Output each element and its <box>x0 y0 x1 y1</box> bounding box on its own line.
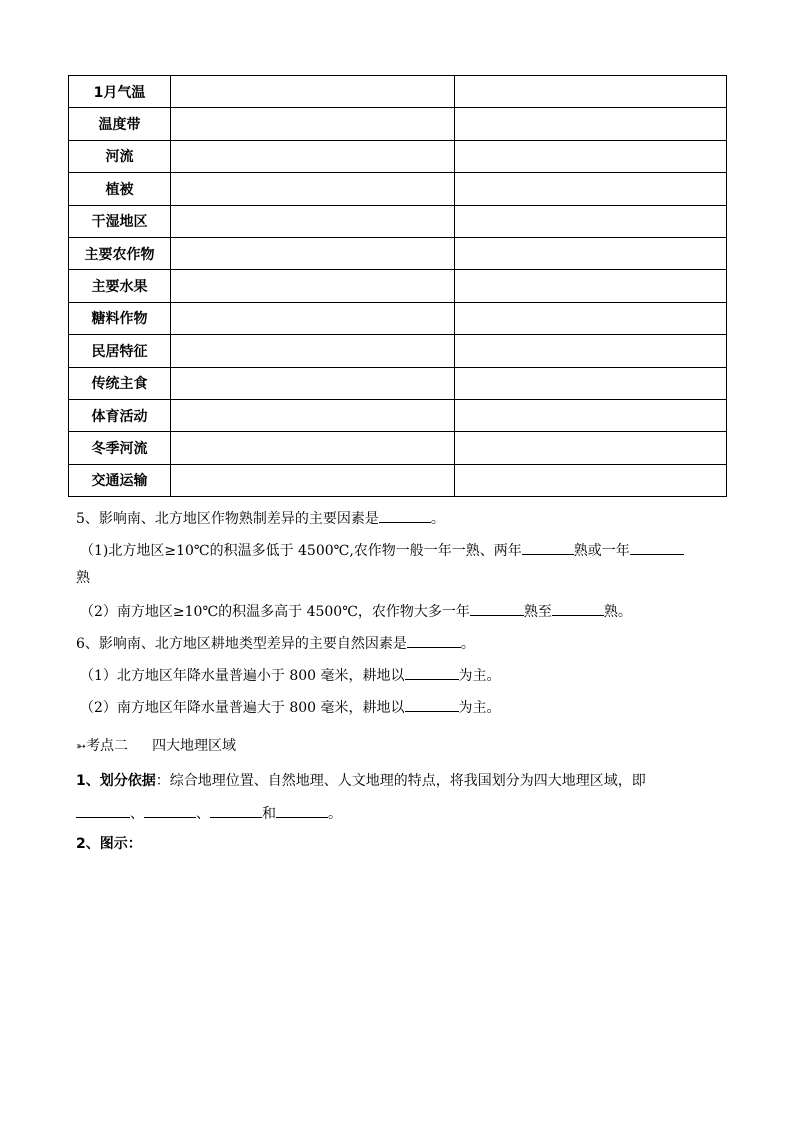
q6-p1-blank[interactable] <box>405 665 459 680</box>
row-label: 主要水果 <box>69 270 171 302</box>
table-row <box>69 464 727 496</box>
comparison-table <box>68 75 727 497</box>
row-label: 交通运输 <box>69 464 171 496</box>
north-cell[interactable] <box>171 140 455 172</box>
question-5-part-2: （2）南方地区≥10℃的积温多高于 4500℃，农作物大多一年 熟至 熟。 <box>80 601 632 621</box>
row-label: 温度带 <box>69 108 171 140</box>
row-label: 民居特征 <box>69 335 171 367</box>
table-row <box>69 302 727 334</box>
table-row <box>69 205 727 237</box>
north-cell[interactable] <box>171 270 455 302</box>
question-6: 6、影响南、北方地区耕地类型差异的主要自然因素是 。 <box>76 633 475 653</box>
north-cell[interactable] <box>171 237 455 269</box>
q6-p2-text: （2）南方地区年降水量普遍大于 800 毫米，耕地以 <box>80 700 405 716</box>
section-label: 考点二 <box>86 738 129 754</box>
south-cell[interactable] <box>455 205 727 237</box>
south-cell[interactable] <box>455 302 727 334</box>
row-label: 干湿地区 <box>69 205 171 237</box>
item-1 <box>76 772 646 790</box>
north-cell[interactable] <box>171 432 455 464</box>
table-row <box>69 108 727 140</box>
item-2 <box>76 835 142 853</box>
north-cell[interactable] <box>171 367 455 399</box>
row-label: 冬季河流 <box>69 432 171 464</box>
q6-p1-text: （1）北方地区年降水量普遍小于 800 毫米，耕地以 <box>80 668 405 684</box>
north-cell[interactable] <box>171 173 455 205</box>
table-row <box>69 140 727 172</box>
table-row <box>69 270 727 302</box>
q6-p2-blank[interactable] <box>405 697 459 712</box>
region-blank-3[interactable] <box>210 803 262 818</box>
question-6-part-1: （1）北方地区年降水量普遍小于 800 毫米，耕地以 为主。 <box>80 665 501 685</box>
north-cell[interactable] <box>171 464 455 496</box>
q6-blank[interactable] <box>407 633 461 648</box>
south-cell[interactable] <box>455 367 727 399</box>
table-row <box>69 76 727 108</box>
q5-stem: 5、影响南、北方地区作物熟制差异的主要因素是 <box>76 511 379 527</box>
south-cell[interactable] <box>455 399 727 431</box>
q5-p1-blank-1[interactable] <box>522 540 574 555</box>
q6-stem: 6、影响南、北方地区耕地类型差异的主要自然因素是 <box>76 636 407 652</box>
row-label: 体育活动 <box>69 399 171 431</box>
question-6-part-2: （2）南方地区年降水量普遍大于 800 毫米，耕地以 为主。 <box>80 697 501 717</box>
table-row <box>69 432 727 464</box>
item-1-text: ：综合地理位置、自然地理、人文地理的特点，将我国划分为四大地理区域，即 <box>155 773 646 789</box>
north-cell[interactable] <box>171 205 455 237</box>
south-cell[interactable] <box>455 464 727 496</box>
section-title: 四大地理区域 <box>152 738 237 754</box>
table-row <box>69 173 727 205</box>
north-cell[interactable] <box>171 399 455 431</box>
north-cell[interactable] <box>171 108 455 140</box>
north-cell[interactable] <box>171 302 455 334</box>
row-label: 植被 <box>69 173 171 205</box>
section-heading <box>76 737 236 755</box>
item-1-blanks: 、 、 和 。 <box>76 803 342 823</box>
item-1-head: 1、划分依据 <box>76 773 156 789</box>
question-5-part-1: （1)北方地区≥10℃的积温多低于 4500℃,农作物一般一年一熟、两年 熟或一年 <box>80 540 684 560</box>
south-cell[interactable] <box>455 335 727 367</box>
south-cell[interactable] <box>455 76 727 108</box>
table-row <box>69 367 727 399</box>
north-cell[interactable] <box>171 76 455 108</box>
region-blank-1[interactable] <box>76 803 130 818</box>
south-cell[interactable] <box>455 270 727 302</box>
south-cell[interactable] <box>455 173 727 205</box>
region-blank-4[interactable] <box>276 803 328 818</box>
table-row <box>69 237 727 269</box>
item-2-head: 2、图示： <box>76 836 142 852</box>
question-5-part-1-cont: 熟 <box>76 570 90 586</box>
row-label: 糖料作物 <box>69 302 171 334</box>
arrow-icon: ➳ <box>76 739 87 753</box>
table-row <box>69 399 727 431</box>
north-cell[interactable] <box>171 335 455 367</box>
q5-blank[interactable] <box>379 508 431 523</box>
q5-p1-text: （1)北方地区≥10℃的积温多低于 4500℃,农作物一般一年一熟、两年 <box>80 543 522 559</box>
q5-p2-blank-2[interactable] <box>552 601 604 616</box>
region-blank-2[interactable] <box>144 803 196 818</box>
table-row <box>69 335 727 367</box>
q5-p2-text: （2）南方地区≥10℃的积温多高于 4500℃，农作物大多一年 <box>80 604 470 620</box>
row-label: 1月气温 <box>69 76 171 108</box>
q5-p2-blank-1[interactable] <box>470 601 524 616</box>
south-cell[interactable] <box>455 140 727 172</box>
q5-p1-blank-2[interactable] <box>630 540 684 555</box>
south-cell[interactable] <box>455 108 727 140</box>
row-label: 传统主食 <box>69 367 171 399</box>
row-label: 河流 <box>69 140 171 172</box>
south-cell[interactable] <box>455 432 727 464</box>
question-5: 5、影响南、北方地区作物熟制差异的主要因素是 。 <box>76 508 445 528</box>
row-label: 主要农作物 <box>69 237 171 269</box>
south-cell[interactable] <box>455 237 727 269</box>
